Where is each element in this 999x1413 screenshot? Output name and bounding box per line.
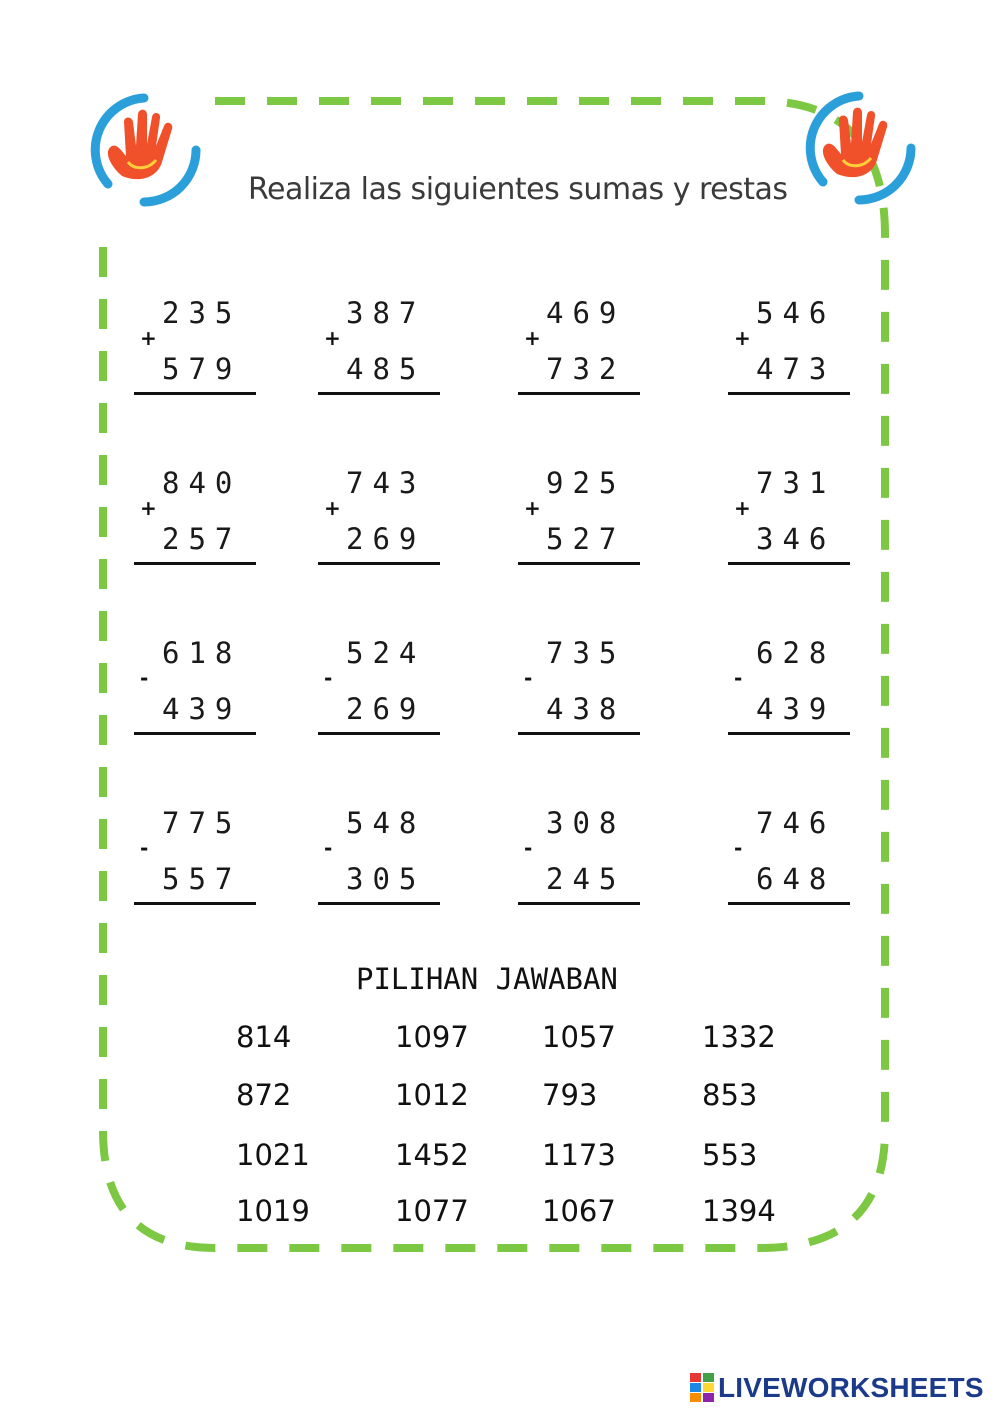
bottom-number: 269 (346, 692, 426, 726)
answer-line[interactable] (318, 732, 440, 735)
answer-choice[interactable]: 1021 (236, 1138, 310, 1172)
top-number: 387 (346, 296, 426, 330)
top-number: 840 (162, 466, 242, 500)
bottom-number: 245 (546, 862, 626, 896)
math-problem (318, 806, 458, 916)
top-number: 618 (162, 636, 242, 670)
hand-logo-icon (793, 82, 925, 214)
top-number: 743 (346, 466, 426, 500)
math-problem (518, 806, 658, 916)
math-problem (518, 636, 658, 746)
answer-choice[interactable]: 1097 (395, 1020, 469, 1054)
bottom-number: 732 (546, 352, 626, 386)
answer-choices-title: PILIHAN JAWABAN (356, 962, 618, 996)
answer-line[interactable] (134, 392, 256, 395)
top-number: 735 (546, 636, 626, 670)
answer-choice[interactable]: 814 (236, 1020, 292, 1054)
answer-choice[interactable]: 1012 (395, 1078, 469, 1112)
liveworksheets-logo-icon (690, 1373, 714, 1403)
math-problem (134, 296, 274, 406)
answer-line[interactable] (518, 902, 640, 905)
bottom-number: 485 (346, 352, 426, 386)
answer-line[interactable] (728, 562, 850, 565)
worksheet-title: Realiza las siguientes sumas y restas (248, 172, 788, 207)
bottom-number: 438 (546, 692, 626, 726)
bottom-number: 579 (162, 352, 242, 386)
watermark (690, 1371, 984, 1405)
operator: + (140, 326, 157, 350)
answer-line[interactable] (134, 732, 256, 735)
answer-line[interactable] (728, 392, 850, 395)
answer-line[interactable] (728, 732, 850, 735)
math-problem (318, 296, 458, 406)
math-problem (518, 296, 658, 406)
bottom-number: 257 (162, 522, 242, 556)
math-problem (134, 806, 274, 916)
bottom-number: 269 (346, 522, 426, 556)
answer-line[interactable] (318, 392, 440, 395)
answer-choice[interactable]: 793 (542, 1078, 598, 1112)
answer-choice[interactable]: 1394 (702, 1194, 776, 1228)
answer-choice[interactable]: 1019 (236, 1194, 310, 1228)
operator: + (734, 496, 751, 520)
answer-choice[interactable]: 853 (702, 1078, 758, 1112)
answer-line[interactable] (728, 902, 850, 905)
answer-line[interactable] (518, 562, 640, 565)
answer-line[interactable] (518, 392, 640, 395)
bottom-number: 305 (346, 862, 426, 896)
top-number: 546 (756, 296, 836, 330)
math-problem (518, 466, 658, 576)
operator: - (524, 836, 533, 860)
math-problem (134, 636, 274, 746)
operator: + (524, 326, 541, 350)
bottom-number: 527 (546, 522, 626, 556)
top-number: 548 (346, 806, 426, 840)
top-number: 746 (756, 806, 836, 840)
operator: + (524, 496, 541, 520)
operator: - (524, 666, 533, 690)
operator: - (140, 666, 149, 690)
hand-logo-icon (78, 84, 210, 216)
answer-choice[interactable]: 1332 (702, 1020, 776, 1054)
top-number: 469 (546, 296, 626, 330)
answer-choice[interactable]: 553 (702, 1138, 758, 1172)
top-number: 775 (162, 806, 242, 840)
math-problem (728, 296, 868, 406)
top-number: 628 (756, 636, 836, 670)
operator: + (324, 326, 341, 350)
operator: - (734, 836, 743, 860)
answer-choice[interactable]: 1452 (395, 1138, 469, 1172)
answer-line[interactable] (318, 562, 440, 565)
top-number: 731 (756, 466, 836, 500)
answer-line[interactable] (134, 902, 256, 905)
bottom-number: 473 (756, 352, 836, 386)
operator: + (324, 496, 341, 520)
operator: + (140, 496, 157, 520)
answer-choice[interactable]: 1173 (542, 1138, 616, 1172)
answer-choice[interactable]: 1067 (542, 1194, 616, 1228)
math-problem (318, 636, 458, 746)
operator: - (734, 666, 743, 690)
math-problem (728, 466, 868, 576)
bottom-number: 346 (756, 522, 836, 556)
top-number: 308 (546, 806, 626, 840)
math-problem (728, 806, 868, 916)
operator: + (734, 326, 751, 350)
watermark-text: LIVEWORKSHEETS (718, 1372, 984, 1403)
answer-line[interactable] (134, 562, 256, 565)
bottom-number: 648 (756, 862, 836, 896)
answer-choice[interactable]: 872 (236, 1078, 292, 1112)
top-number: 524 (346, 636, 426, 670)
math-problem (134, 466, 274, 576)
answer-line[interactable] (318, 902, 440, 905)
bottom-number: 557 (162, 862, 242, 896)
operator: - (324, 666, 333, 690)
operator: - (140, 836, 149, 860)
answer-choice[interactable]: 1057 (542, 1020, 616, 1054)
math-problem (728, 636, 868, 746)
top-number: 235 (162, 296, 242, 330)
operator: - (324, 836, 333, 860)
answer-line[interactable] (518, 732, 640, 735)
bottom-number: 439 (756, 692, 836, 726)
bottom-number: 439 (162, 692, 242, 726)
answer-choice[interactable]: 1077 (395, 1194, 469, 1228)
math-problem (318, 466, 458, 576)
top-number: 925 (546, 466, 626, 500)
